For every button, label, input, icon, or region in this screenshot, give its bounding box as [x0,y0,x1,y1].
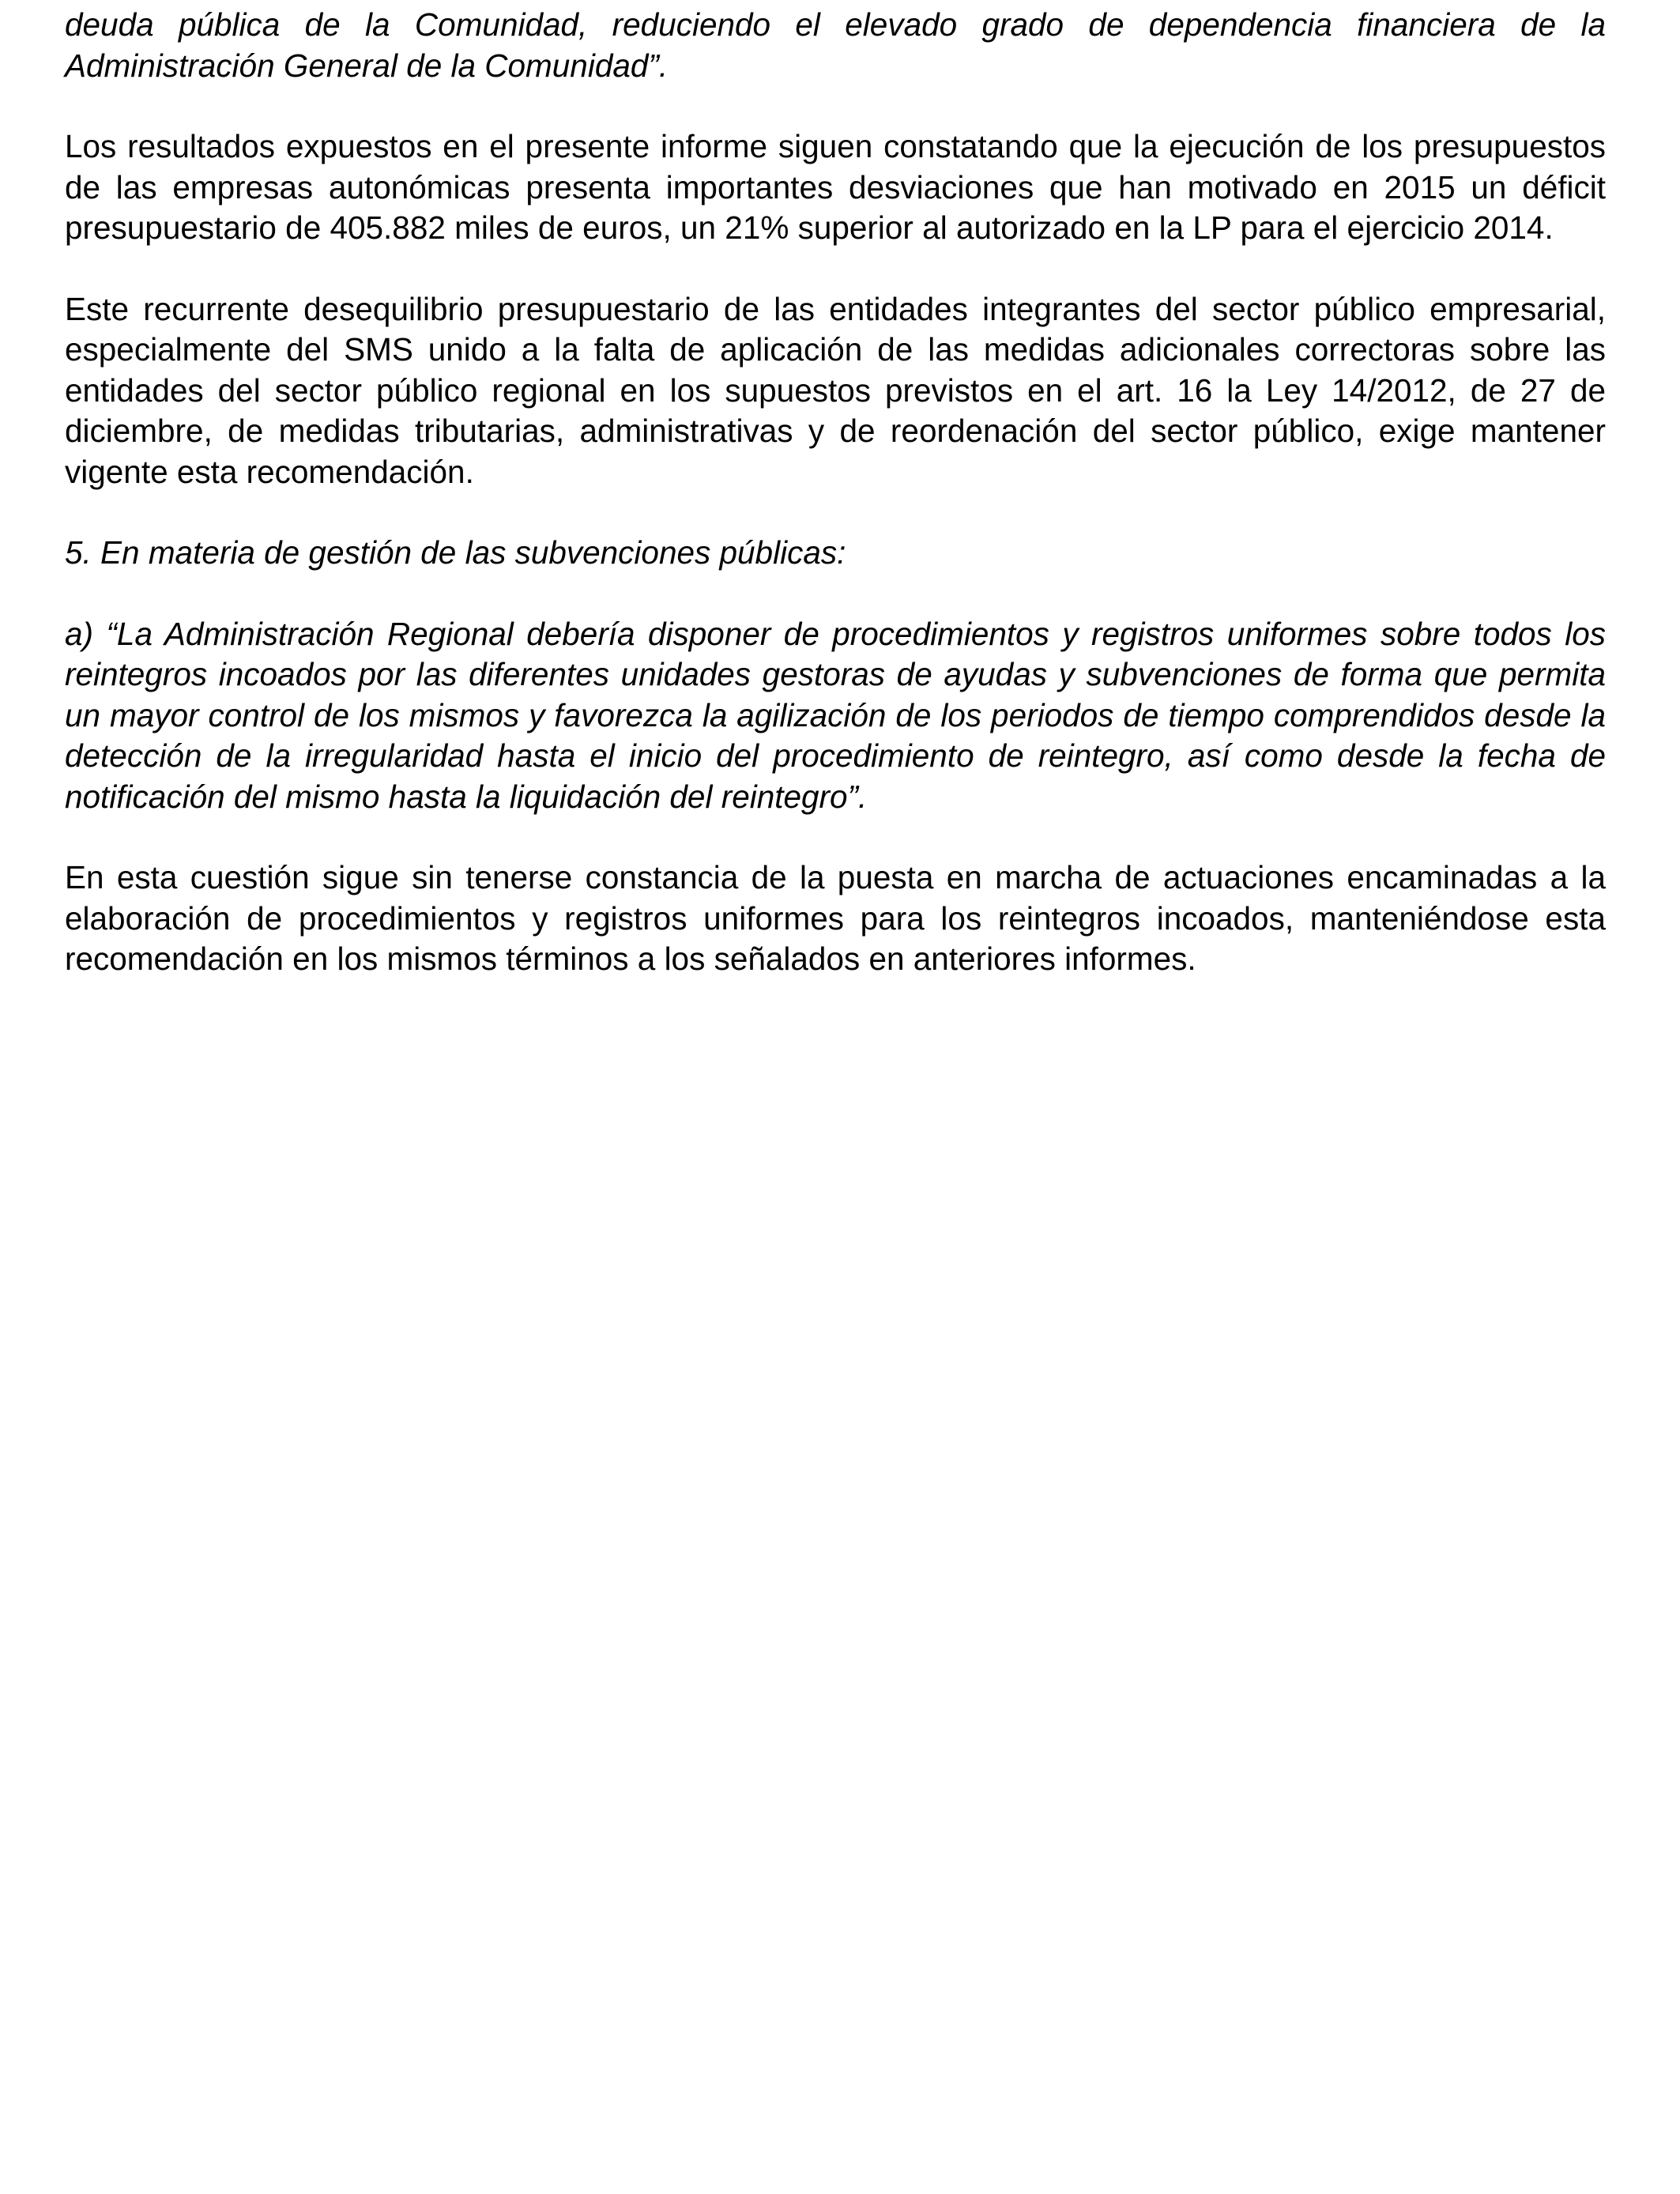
recommendation-a-quote: a) “La Administración Regional debería disponer de procedimientos y registros uniformes sobre todos los reintegros incoados por las diferentes unidades gestoras de ayudas y subvenciones de forma que permita un mayor control de los mismos y favorezca la agilización de los periodos de tiempo comprendidos desde la detección de la irregularidad hasta el inicio del procedimiento de reintegro, así como desde la fecha de notificación del mismo hasta la liquidación del reintegro”. [65,615,1606,815]
budget-deficit-paragraph: Los resultados expuestos en el presente informe siguen constatando que la ejecución de los presupuestos de las empresas autonómicas presenta importantes desviaciones que han motivado en 2015 un déficit presupuestario de 405.882 miles de euros, un 21% superior al autorizado en la LP para el ejercicio 2014. [65,128,1606,246]
recommendation-status-paragraph: En esta cuestión sigue sin tenerse constancia de la puesta en marcha de actuaciones encaminadas a la elaboración de procedimientos y registros uniformes para los reintegros incoados, manteniéndose esta recomendación en los mismos términos a los señalados en anteriores informes. [65,859,1606,977]
quoted-recommendation-continuation: deuda pública de la Comunidad, reduciendo el elevado grado de dependencia financiera de la Administración General de la Comunidad”. [65,6,1606,84]
document-page [65,5,1606,1020]
recurring-imbalance-paragraph: Este recurrente desequilibrio presupuestario de las entidades integrantes del sector público empresarial, especialmente del SMS unido a la falta de aplicación de las medidas adicionales correctoras sobre las entidades del sector público regional en los supuestos previstos en el art. 16 la Ley 14/2012, de 27 de diciembre, de medidas tributarias, administrativas y de reordenación del sector público, exige mantener vigente esta recomendación. [65,290,1606,490]
section-5-heading: 5. En materia de gestión de las subvenciones públicas: [65,534,846,571]
